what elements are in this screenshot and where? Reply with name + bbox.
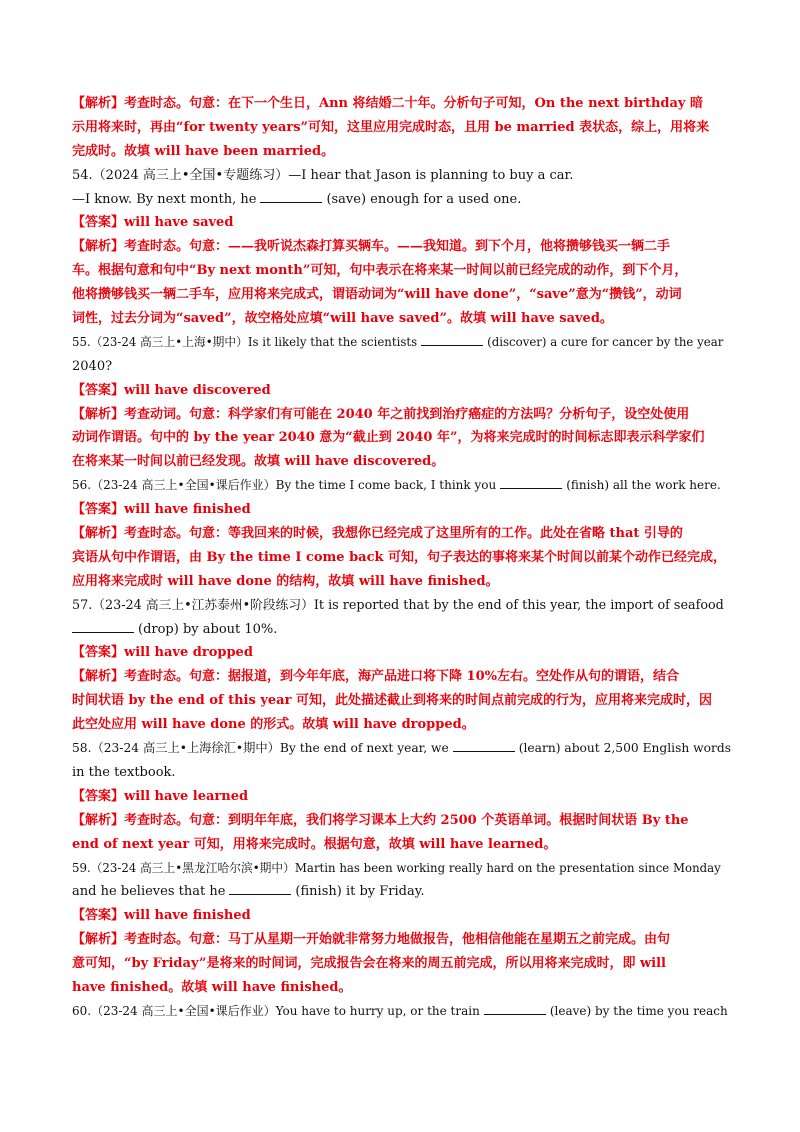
analysis-line: 时间状语 by the end of this year 可知，此处描述截止到将来的时间点前完成的行为，应用将来完成时，因 [72,693,712,709]
question-text [72,880,732,904]
answer-blank[interactable] [260,201,322,203]
analysis-line: have finished。故填 will have finished。 [72,979,352,995]
question-text: in the textbook. [72,764,176,780]
analysis-line: end of next year 可知，用将来完成时。根据句意，故填 will have learned。 [72,836,557,852]
question-text-pre: —I know. By next month, he [72,191,257,207]
question-text: 57.（23-24 高三上•江苏泰州•阶段练习）It is reported that by the end of this year, the import of seafood [72,597,724,613]
question-text-pre: 60.（23-24 高三上•全国•课后作业）You have to hurry up, or the train [72,1003,480,1018]
question-text [72,331,732,355]
analysis-line: 此空处应用 will have done 的形式。故填 will have dropped。 [72,717,475,733]
answer-line: 【答案】will have discovered [72,382,271,398]
analysis-line: 【解析】考查时态。句意：据报道，到今年年底，海产品进口将下降 10%左右。空处作从句的谓语，结合 [72,669,679,685]
analysis-line: 应用将来完成时 will have done 的结构，故填 will have finished。 [72,573,499,589]
question-54 [72,164,732,331]
answer-blank[interactable] [229,893,291,895]
question-text-pre: 55.（23-24 高三上•上海•期中）Is it likely that the scientists [72,334,418,349]
question-text-post: (finish) it by Friday. [295,884,425,900]
question-text-post: (drop) by about 10%. [138,621,278,637]
prev-analysis [72,92,732,164]
question-text-pre: and he believes that he [72,884,226,900]
question-text [72,618,732,642]
analysis-line: 【解析】考查时态。句意：马丁从星期一开始就非常努力地做报告，他相信他能在星期五之前完成。由句 [72,932,671,948]
analysis-line: 动词作谓语。句中的 by the year 2040 意为“截止到 2040 年”，为将来完成时的时间标志即表示科学家们 [72,430,705,446]
analysis-line: 【解析】考查动词。句意：科学家们有可能在 2040 年之前找到治疗癌症的方法吗？分析句子，设空处使用 [72,406,690,422]
analysis-line: 宾语从句中作谓语，由 By the time I come back 可知，句子表达的事将来某个时间以前某个动作已经完成， [72,549,727,565]
question-55 [72,331,732,474]
question-text [72,188,732,212]
question-58 [72,737,732,856]
analysis-line: 【解析】考查时态。句意：在下一个生日，Ann 将结婚二十年。分析句子可知，On the next birthday 暗 [72,96,704,111]
answer-line: 【答案】will have finished [72,502,251,518]
question-59 [72,857,732,1000]
question-text [72,1000,732,1024]
analysis-line: 词性，过去分词为“saved”，故空格处应填“will have saved”。故填 will have saved。 [72,311,613,327]
question-text [72,737,732,761]
analysis-line: 车。根据句意和句中“By next month”可知，句中表示在将来某一时间以前已经完成的动作，到下个月， [72,263,688,279]
question-text: 2040? [72,358,113,374]
answer-blank[interactable] [72,631,134,633]
analysis-line: 完成时。故填 will have been married。 [72,143,335,159]
analysis-line: 在将来某一时间以前已经发现。故填 will have discovered。 [72,454,445,470]
question-text-post: (learn) about 2,500 English words [518,741,732,756]
question-text-post: (finish) all the work here. [566,478,721,493]
answer-line: 【答案】will have learned [72,788,249,804]
analysis-line: 示用将来时，再由“for twenty years”可知，这里应用完成时态，且用 be married 表状态，综上，用将来 [72,119,710,135]
answer-line: 【答案】will have finished [72,908,251,924]
answer-blank[interactable] [421,344,483,346]
question-60 [72,1000,732,1024]
answer-line: 【答案】will have dropped [72,645,253,661]
question-text-post: (discover) a cure for cancer by the year [487,334,724,349]
question-text: 54.（2024 高三上•全国•专题练习）—I hear that Jason is planning to buy a car. [72,167,574,183]
question-57 [72,594,732,737]
analysis-line: 意可知，“by Friday”是将来的时间词，完成报告会在将来的周五前完成，所以用将来完成时，即 will [72,956,666,972]
answer-blank[interactable] [453,750,515,752]
analysis-line: 【解析】考查时态。句意：等我回来的时候，我想你已经完成了这里所有的工作。此处在省略 that 引导的 [72,526,683,542]
answer-line: 【答案】will have saved [72,215,234,231]
answer-blank[interactable] [484,1013,546,1015]
question-text-post: (save) enough for a used one. [326,191,522,207]
question-text-pre: 58.（23-24 高三上•上海徐汇•期中）By the end of next year, we [72,741,449,756]
analysis-line: 【解析】考查时态。句意：——我听说杰森打算买辆车。——我知道。到下个月，他将攒够钱买一辆二手 [72,239,671,255]
question-56 [72,474,732,593]
worksheet-page [72,92,732,1024]
question-text [72,474,732,498]
answer-blank[interactable] [500,487,562,489]
question-text-pre: 56.（23-24 高三上•全国•课后作业）By the time I come back, I think you [72,478,497,493]
analysis-line: 他将攒够钱买一辆二手车，应用将来完成式，谓语动词为“will have done”，“save”意为“攒钱”，动词 [72,287,682,303]
question-text: 59.（23-24 高三上•黑龙江哈尔滨•期中）Martin has been working really hard on the presentation since Monday [72,860,721,875]
question-text-post: (leave) by the time you reach [549,1003,728,1018]
analysis-line: 【解析】考查时态。句意：到明年年底，我们将学习课本上大约 2500 个英语单词。根据时间状语 By the [72,812,689,828]
